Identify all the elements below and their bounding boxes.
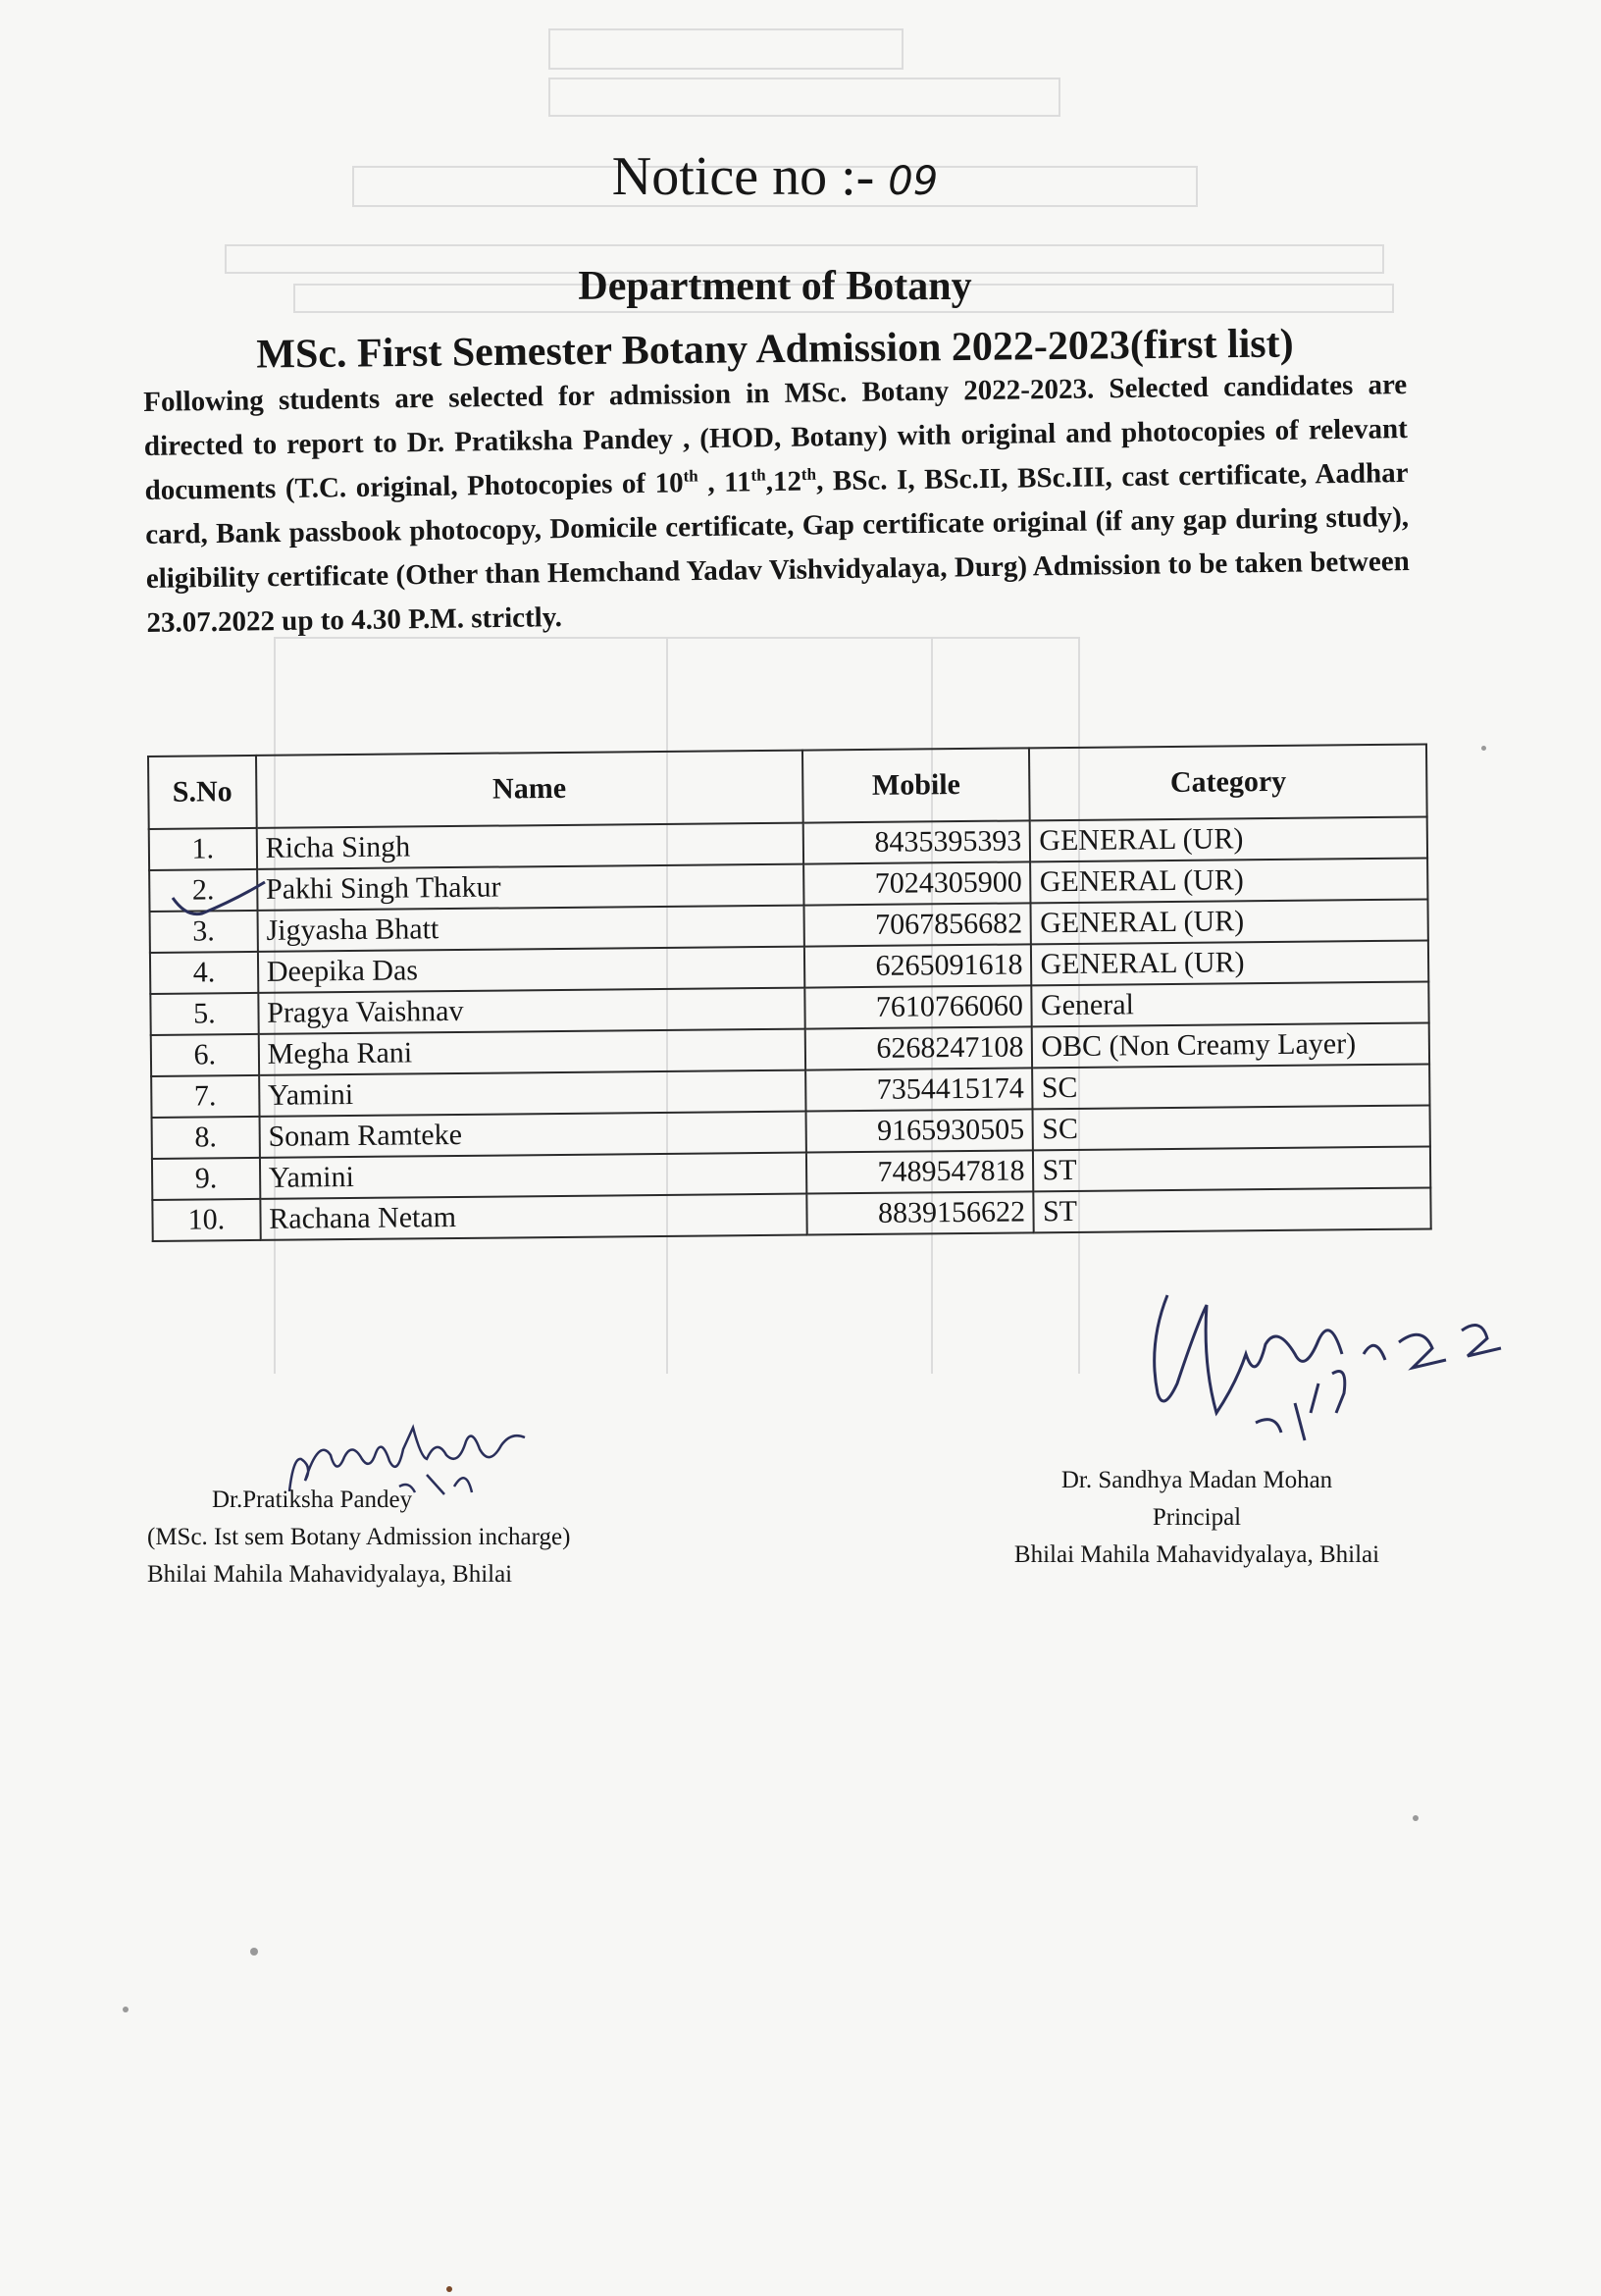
cell-name: Yamini (259, 1070, 805, 1117)
cell-sno: 10. (152, 1199, 260, 1241)
intro-text-3: ,12 (765, 465, 802, 498)
cell-name: Jigyasha Bhatt (257, 906, 803, 952)
cell-sno: 3. (150, 911, 258, 953)
col-header-sno: S.No (148, 756, 256, 829)
cell-name: Deepika Das (258, 947, 804, 993)
cell-name: Yamini (260, 1153, 806, 1199)
cell-mobile: 6265091618 (804, 944, 1032, 987)
scan-speck (123, 2007, 129, 2012)
admission-subtitle: MSc. First Semester Botany Admission 2022-2023(first list) (256, 321, 1294, 378)
cell-sno: 4. (150, 952, 258, 994)
col-header-name: Name (256, 751, 803, 828)
signatory-role-right: Principal (1152, 1504, 1242, 1531)
signatory-name-right: Dr. Sandhya Madan Mohan (1060, 1467, 1333, 1493)
cell-mobile: 7067856682 (803, 903, 1031, 946)
intro-sup-3: th (800, 464, 817, 484)
notice-number: 09 (888, 159, 939, 204)
signature-mohan-icon (1109, 1266, 1521, 1462)
cell-category: ST (1033, 1146, 1430, 1191)
intro-text-2: , 11 (697, 466, 751, 499)
table-header-row (148, 744, 1427, 829)
signatory-name-left: Dr.Pratiksha Pandey (212, 1487, 413, 1513)
intro-sup-2: th (750, 465, 766, 485)
cell-sno: 5. (150, 993, 258, 1035)
cell-category: General (1032, 981, 1429, 1026)
cell-category: SC (1033, 1105, 1430, 1150)
notice-label: Notice no :- (611, 146, 875, 207)
scan-speck (446, 2286, 452, 2292)
signature-block-left (147, 1482, 570, 1593)
cell-mobile: 7610766060 (804, 985, 1032, 1028)
cell-category: GENERAL (UR) (1031, 940, 1428, 985)
scan-speck (250, 1948, 258, 1956)
cell-name: Pragya Vaishnav (258, 988, 804, 1034)
intro-sup-1: th (683, 466, 698, 486)
cell-mobile: 7024305900 (803, 861, 1031, 905)
cell-name: Pakhi Singh Thakur (257, 864, 803, 911)
col-header-category: Category (1029, 744, 1426, 820)
cell-sno: 8. (152, 1117, 260, 1159)
intro-text-1: Following students are selected for admission in MSc. Botany 2022-2023. Selected candidates are directed to report to Dr. Pratiksha Pandey , (HOD, Botany) with original and photocopies of relevant documents (T.C. original, Photocopies of 10 (143, 369, 1409, 506)
cell-name: Rachana Netam (260, 1194, 806, 1240)
instructions-paragraph (143, 363, 1411, 646)
cell-name: Sonam Ramteke (259, 1112, 805, 1158)
cell-mobile: 8435395393 (802, 820, 1030, 863)
cell-category: SC (1033, 1064, 1430, 1109)
scan-speck (1481, 746, 1486, 751)
cell-sno: 9. (152, 1158, 260, 1200)
admission-table (147, 743, 1432, 1242)
signatory-college-left: Bhilai Mahila Mahavidyalaya, Bhilai (147, 1561, 513, 1588)
cell-name: Richa Singh (256, 823, 802, 869)
cell-category: ST (1034, 1187, 1431, 1232)
cell-sno: 1. (149, 828, 257, 870)
tick-mark-icon (167, 878, 275, 927)
cell-category: GENERAL (UR) (1031, 858, 1428, 903)
cell-category: OBC (Non Creamy Layer) (1032, 1022, 1429, 1068)
cell-sno: 7. (151, 1075, 259, 1118)
cell-name: Megha Rani (258, 1029, 804, 1075)
signatory-college-right: Bhilai Mahila Mahavidyalaya, Bhilai (1013, 1541, 1380, 1568)
cell-mobile: 9165930505 (805, 1109, 1033, 1152)
cell-mobile: 7489547818 (806, 1150, 1034, 1193)
intro-text-4: , BSc. I, BSc.II, BSc.III, cast certificate, Aadhar card, Bank passbook photocopy, Domicile certificate, Gap certificate original (if any gap during study), eligibility certificate (Other than Hemchand Yadav Vishvidyalaya, Durg) Admission to be taken between 23.07.2022 up to 4.30 P.M. strictly. (144, 457, 1410, 639)
scan-speck (1413, 1815, 1419, 1821)
cell-sno: 6. (151, 1034, 259, 1076)
cell-mobile: 7354415174 (805, 1068, 1033, 1111)
cell-category: GENERAL (UR) (1030, 816, 1427, 861)
department-heading: Department of Botany (578, 264, 972, 309)
signature-block-right (971, 1462, 1422, 1574)
cell-mobile: 6268247108 (804, 1026, 1032, 1070)
cell-category: GENERAL (UR) (1031, 899, 1428, 944)
col-header-mobile: Mobile (802, 748, 1030, 822)
cell-sno: 2. (149, 869, 257, 912)
notice-title (0, 145, 1550, 208)
signatory-role-left: (MSc. Ist sem Botany Admission incharge) (147, 1524, 571, 1550)
cell-mobile: 8839156622 (806, 1191, 1034, 1234)
